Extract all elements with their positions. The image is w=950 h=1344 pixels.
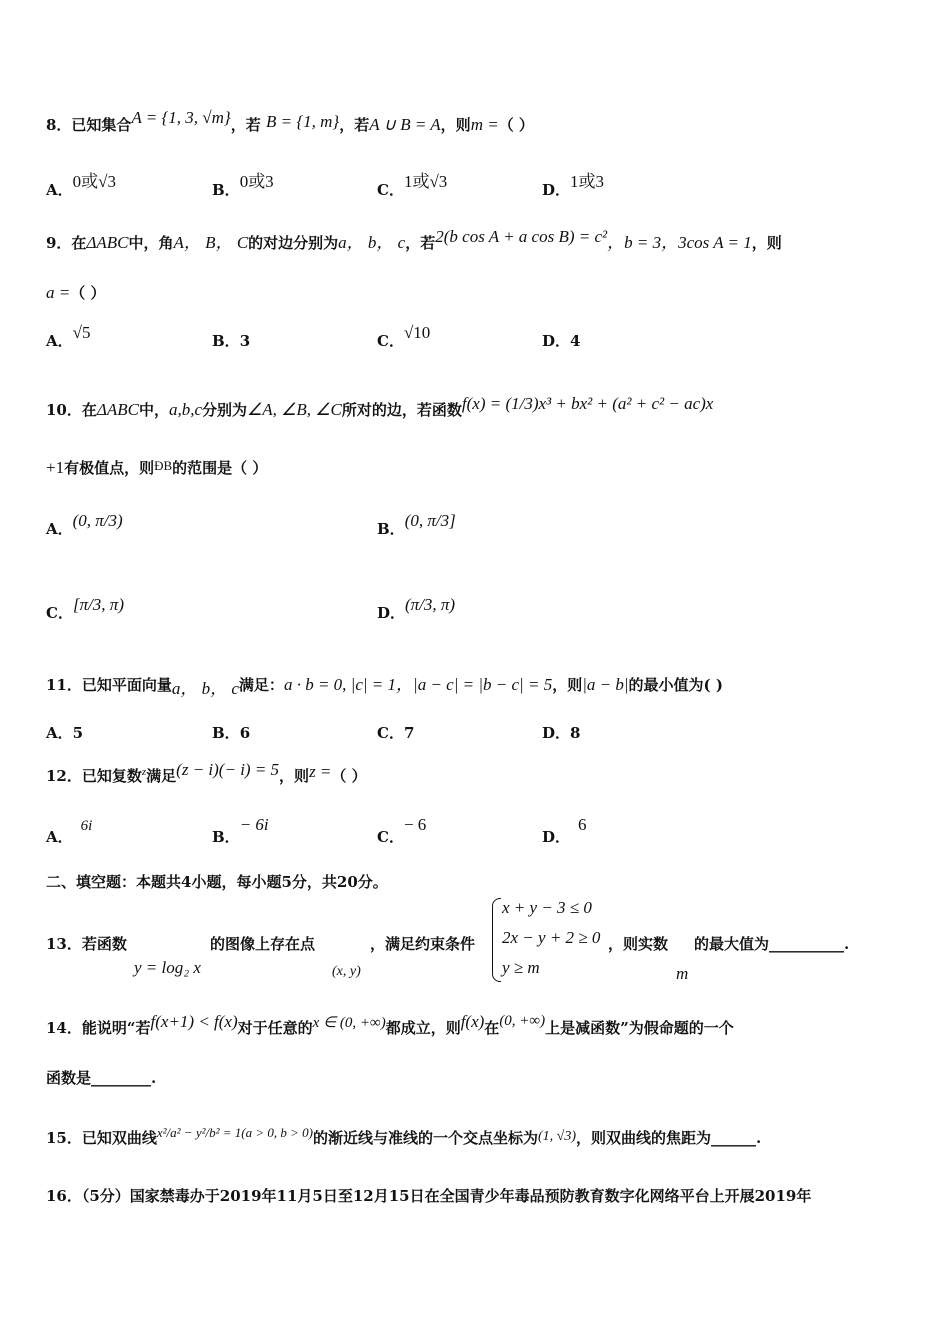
section-heading: 二、填空题：本题共4小题，每小题5分，共20分。 [46, 873, 388, 891]
q13-brace [492, 898, 501, 982]
q8-option-c[interactable]: C．1或√3 [377, 172, 448, 199]
q13-text2: ，满足约束条件 [370, 935, 476, 953]
q13-text1: 的图像上存在点 [210, 935, 316, 953]
q13-var: m [676, 964, 689, 983]
q15-eq: x²/a² − y²/b² = 1(a > 0, b > 0) [156, 1125, 313, 1140]
q9-stem: 9．在ΔABC中，角A， B， C的对边分别为a， b， c，若2(b cos A + a cos B) = c²，b = 3，3cos A = 1，则 [46, 227, 782, 252]
q11-option-c[interactable]: C．7 [377, 724, 415, 742]
q8-stem: 8．已知集合A = {1, 3, √m}，若 B = {1, m}，若A ∪ B = A，则m =（ ） [46, 108, 534, 134]
q10-option-c[interactable]: C．[π/3, π) [46, 595, 124, 622]
q12-option-b[interactable]: B．− 6i [212, 815, 269, 846]
q13-point: (x, y) [332, 964, 361, 979]
q16-stem: 16．（5分）国家禁毒办于2019年11月5日至12月15日在全国青少年毒品预防教育数字化网络平台上开展2019年 [46, 1187, 812, 1205]
q12-option-d[interactable]: D．6 [542, 815, 587, 846]
q11-option-d[interactable]: D．8 [542, 724, 581, 742]
q9-option-a[interactable]: A．√5 [46, 323, 91, 350]
q13-constraint-3: y ≥ m [502, 958, 540, 977]
q9-option-d[interactable]: D．4 [542, 332, 581, 350]
q12-option-a[interactable]: A．6i [46, 818, 93, 846]
q10-option-d[interactable]: D．(π/3, π) [377, 595, 456, 622]
q15-stem: 15．已知双曲线x²/a² − y²/b² = 1(a > 0, b > 0)的渐近线与准线的一个交点坐标为(1, √3)，则双曲线的焦距为______. [46, 1125, 762, 1147]
q13-constraint-1: x + y − 3 ≤ 0 [502, 898, 592, 917]
q9-option-c[interactable]: C．√10 [377, 323, 431, 350]
q10-option-b[interactable]: B．(0, π/3] [377, 511, 456, 538]
q8-option-b[interactable]: B．0或3 [212, 172, 274, 199]
q8-setA: A = {1, 3, √m} [131, 108, 231, 127]
q12-stem: 12．已知复数$^z$满足(z − i)(− i) = 5，则z =（ ） [46, 760, 367, 785]
q11-stem: 11．已知平面向量a， b， c满足：a · b = 0, |c| = 1，|a − c| = |b − c| = 5，则|a − b|的最小值为( ) [46, 675, 723, 698]
q10-option-a[interactable]: A．(0, π/3) [46, 511, 123, 538]
q14-stem-line2: 函数是________. [46, 1069, 157, 1087]
q13-constraint-2: 2x − y + 2 ≥ 0 [502, 928, 601, 947]
q11-cond: a · b = 0, |c| = 1，|a − c| = |b − c| = 5 [283, 675, 553, 694]
q11-option-b[interactable]: B．6 [212, 724, 251, 742]
q8-cond: A ∪ B = A [369, 115, 441, 134]
q9-eq2: ，b = 3，3cos A = 1 [607, 233, 752, 252]
q9-stem-line2: a =（ ） [46, 283, 106, 302]
q8-setB: B = {1, m} [265, 112, 340, 131]
q10-stem: 10．在ΔABC中，a,b,c分别为∠A, ∠B, ∠C所对的边，若函数f(x) = (1/3)x³ + bx² + (a² + c² − ac)x [46, 394, 714, 419]
q13-func: y = log₂ x [134, 958, 201, 977]
q13-text4: 的最大值为__________. [694, 935, 850, 953]
q9-option-b[interactable]: B．3 [212, 332, 251, 350]
q8-target: m = [470, 115, 499, 134]
q8-option-a[interactable]: A．0或√3 [46, 172, 116, 199]
q12-eq: (z − i)(− i) = 5 [176, 760, 280, 779]
q10-func: f(x) = (1/3)x³ + bx² + (a² + c² − ac)x [461, 394, 714, 413]
q14-stem: 14．能说明“若f(x+1) < f(x)对于任意的x ∈ (0, +∞)都成立，则f(x)在(0, +∞)上是减函数”为假命题的一个 [46, 1012, 734, 1037]
q9-eq1: 2(b cos A + a cos B) = c² [435, 227, 608, 246]
q13-text3: ，则实数 [608, 935, 669, 953]
q13-stem: 13．若函数 [46, 935, 127, 953]
q12-option-c[interactable]: C．− 6 [377, 815, 427, 846]
q10-stem-line2: +1有极值点，则ÐB的范围是（ ） [46, 458, 268, 477]
q8-option-d[interactable]: D．1或3 [542, 172, 605, 199]
q11-option-a[interactable]: A．5 [46, 724, 84, 742]
